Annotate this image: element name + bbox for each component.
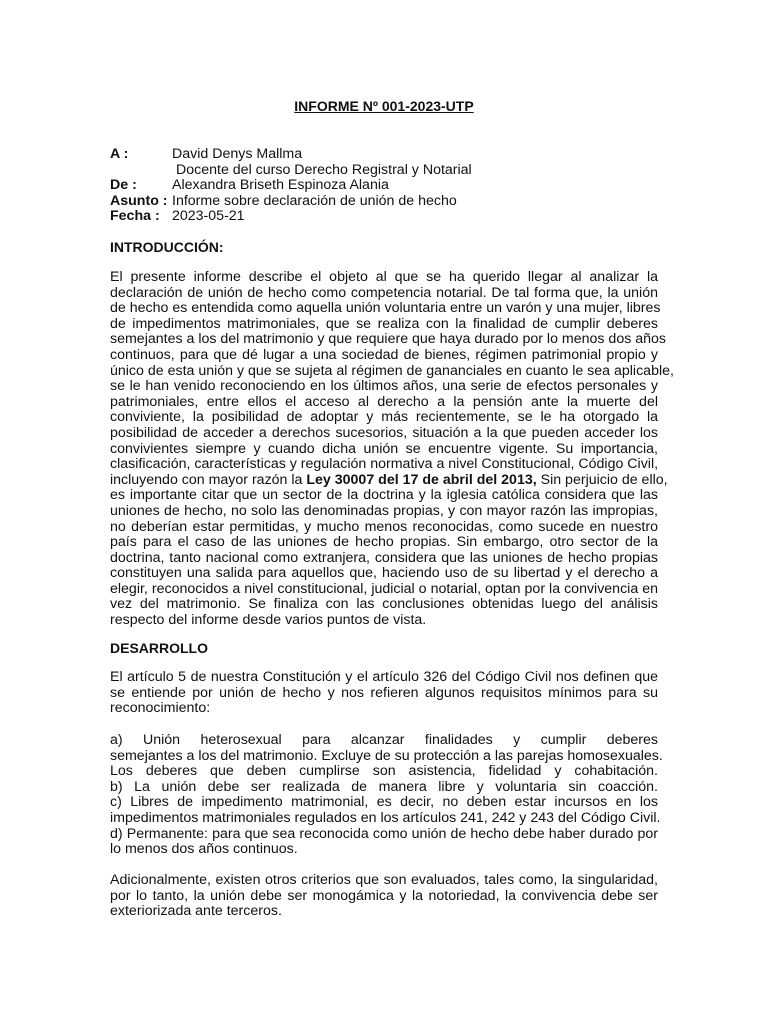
intro-line: de hecho es entendida como aquella unión voluntaria entre un varón y una mujer, libres	[110, 300, 661, 317]
intro-line: se le han venido reconociendo en los últimos años, una serie de efectos personales y	[110, 378, 658, 395]
intro-line: patrimoniales, entre ellos el acceso al derecho a la pensión ante la muerte del	[110, 393, 658, 410]
intro-line: uniones de hecho, no solo las denominadas propias, y con mayor razón las impropias,	[110, 502, 658, 519]
intro-line: El presente informe describe el objeto al que se ha querido llegar al analizar la	[110, 269, 658, 285]
development-line: Adicionalmente, existen otros criterios que son evaluados, tales como, la singularidad,	[110, 872, 658, 888]
intro-paragraph	[110, 269, 674, 629]
requirement-line: b) La unión debe ser realizada de manera libre y voluntaria sin coacción.	[110, 778, 658, 795]
law-text-before: incluyendo con mayor razón la	[110, 471, 307, 488]
sender-name: Alexandra Briseth Espinoza Alania	[172, 177, 389, 194]
law-text-after: Sin perjuicio de ello,	[536, 471, 668, 488]
intro-line: de impedimentos matrimoniales, que se realiza con la finalidad de cumplir deberes	[110, 315, 658, 332]
intro-law-line	[110, 471, 668, 489]
date-value: 2023-05-21	[172, 208, 245, 225]
requirements-list	[110, 732, 663, 858]
development-line: reconocimiento:	[110, 700, 211, 717]
intro-line: doctrina, tanto nacional como extranjera, considera que las uniones de hecho propias	[110, 549, 658, 566]
recipient-name: David Denys Mallma	[172, 146, 303, 162]
development-paragraph-1	[110, 670, 658, 717]
report-header-block	[110, 147, 472, 225]
intro-heading: INTRODUCCIÓN:	[110, 239, 224, 255]
intro-line: clasificación, características y regulación normativa a nivel Constitucional, Código Civil,	[110, 456, 659, 473]
intro-line: país para el caso de las uniones de hecho propias. Sin embargo, otro sector de la	[110, 534, 658, 551]
recipient-label: A :	[110, 146, 129, 162]
intro-line: conviviente, la posibilidad de adoptar y más recientemente, se le ha otorgado la	[110, 409, 658, 426]
development-line: se entiende por unión de hecho y nos refieren algunos requisitos mínimos para su	[110, 684, 658, 701]
report-title: INFORME Nº 001-2023-UTP	[294, 98, 474, 114]
intro-line: respecto del informe desde varios puntos de vista.	[110, 612, 427, 629]
requirement-line: semejantes a los del matrimonio. Excluye de su protección a las parejas homosexuales.	[110, 747, 663, 764]
requirement-line: d) Permanente: para que sea reconocida como unión de hecho debe haber durado por	[110, 825, 658, 842]
subject-row	[110, 194, 472, 210]
subject-value: Informe sobre declaración de unión de hecho	[172, 192, 457, 209]
requirement-line: c) Libres de impedimento matrimonial, es decir, no deben estar incursos en los	[110, 794, 658, 811]
development-line: exteriorizada ante terceros.	[110, 903, 282, 920]
intro-line: único de esta unión y que se sujeta al régimen de gananciales en cuanto le sea aplicable,	[110, 362, 674, 379]
intro-line: posibilidad de acceder a derechos sucesorios, situación a la que pueden acceder los	[110, 424, 658, 441]
requirement-line: Los deberes que deben cumplirse son asistencia, fidelidad y cohabitación.	[110, 763, 658, 780]
intro-line: vez del matrimonio. Se finaliza con las conclusiones obtenidas luego del análisis	[110, 596, 658, 613]
date-row	[110, 209, 472, 225]
development-line: El artículo 5 de nuestra Constitución y el artículo 326 del Código Civil nos definen que	[110, 669, 658, 685]
date-label: Fecha :	[110, 208, 160, 225]
development-heading: DESARROLLO	[110, 640, 208, 656]
intro-line: continuos, para que dé lugar a una sociedad de bienes, régimen patrimonial propio y	[110, 346, 658, 363]
intro-line: no deberían estar permitidas, y mucho menos reconocidas, como sucede en nuestro	[110, 518, 658, 535]
sender-label: De :	[110, 177, 137, 194]
intro-line: semejantes a los del matrimonio y que requiere que haya durado por lo menos dos años	[110, 331, 667, 348]
development-paragraph-3	[110, 873, 658, 920]
intro-line: declaración de unión de hecho como competencia notarial. De tal forma que, la unión	[110, 284, 658, 301]
development-line: por lo tanto, la unión debe ser monogámica y la notoriedad, la convivencia debe ser	[110, 887, 658, 904]
sender-row	[110, 178, 472, 194]
intro-line: constituyen una salida para aquellos que, haciendo uso de su libertad y el derecho a	[110, 565, 658, 582]
requirement-line: lo menos dos años continuos.	[110, 841, 298, 858]
requirement-line: a) Unión heterosexual para alcanzar finalidades y cumplir deberes	[110, 732, 658, 748]
recipient-position: Docente del curso Derecho Registral y Notarial	[176, 161, 472, 178]
requirement-line: impedimentos matrimoniales regulados en los artículos 241, 242 y 243 del Código Civil.	[110, 809, 661, 826]
intro-line: elegir, reconocidos a nivel constitucional, judicial o notarial, optan por la convivencia en	[110, 580, 658, 597]
law-reference: Ley 30007 del 17 de abril del 2013,	[306, 471, 537, 488]
recipient-row	[110, 147, 472, 163]
subject-label: Asunto :	[110, 192, 168, 209]
intro-line: convivientes siempre y cuando dicha unión se encuentre vigente. Su importancia,	[110, 440, 658, 457]
intro-line: es importante citar que un sector de la doctrina y la iglesia católica considera que las	[110, 487, 658, 504]
